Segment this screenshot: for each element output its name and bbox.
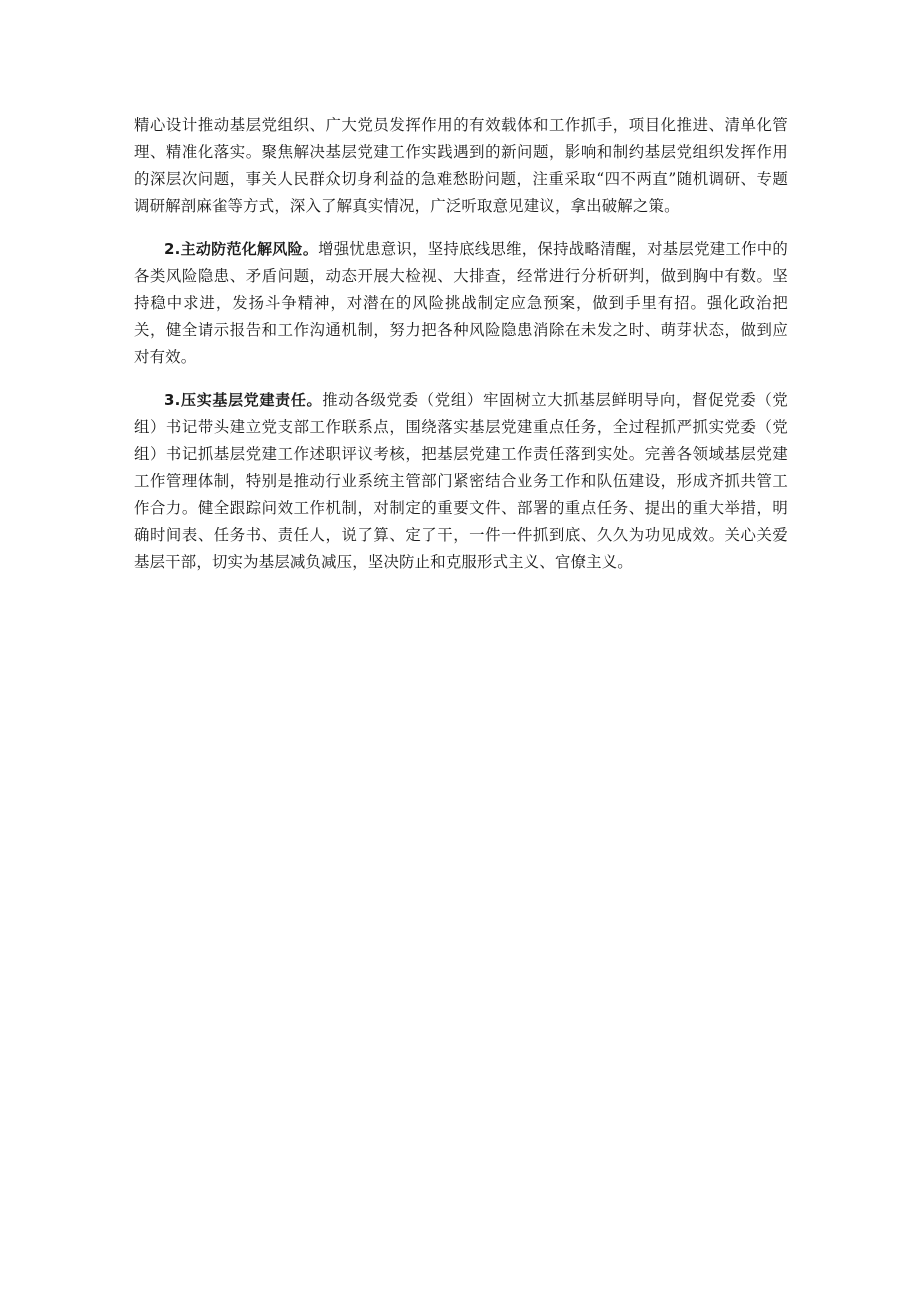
paragraph-3-body: 推动各级党委（党组）牢固树立大抓基层鲜明导向，督促党委（党组）书记带头建立党支部工作联系点，围绕落实基层党建重点任务，全过程抓严抓实党委（党组）书记抓基层党建工作述职评议考核，把基层党建工作责任落到实处。完善各领域基层党建工作管理体制，特别是推动行业系统主管部门紧密结合业务工作和队伍建设，形成齐抓共管工作合力。健全跟踪问效工作机制，对制定的重要文件、部署的重点任务、提出的重大举措，明确时间表、任务书、责任人，说了算、定了干，一件一件抓到底、久久为功见成效。关心关爱基层干部，切实为基层减负减压，坚决防止和克服形式主义、官僚主义。 (134, 391, 788, 571)
paragraph-2-heading: .主动防范化解风险。 (174, 240, 319, 258)
paragraph-2-number: 2 (164, 240, 175, 258)
paragraph-2-body: 增强忧患意识，坚持底线思维，保持战略清醒，对基层党建工作中的各类风险隐患、矛盾问题，动态开展大检视、大排查，经常进行分析研判，做到胸中有数。坚持稳中求进，发扬斗争精神，对潜在的风险挑战制定应急预案，做到手里有招。强化政治把关，健全请示报告和工作沟通机制，努力把各种风险隐患消除在未发之时、萌芽状态，做到应对有效。 (134, 240, 788, 366)
paragraph-1-body: 精心设计推动基层党组织、广大党员发挥作用的有效载体和工作抓手，项目化推进、清单化管理、精准化落实。聚焦解决基层党建工作实践遇到的新问题，影响和制约基层党组织发挥作用的深层次问题，事关人民群众切身利益的急难愁盼问题，注重采取“四不两直”随机调研、专题调研解剖麻雀等方式，深入了解真实情况，广泛听取意见建议，拿出破解之策。 (134, 116, 788, 215)
paragraph-2 (134, 236, 788, 371)
paragraph-3 (134, 387, 788, 576)
paragraph-3-heading: .压实基层党建责任。 (174, 391, 323, 409)
paragraph-3-number: 3 (164, 391, 175, 409)
paragraph-1 (134, 112, 788, 220)
document-body (134, 112, 788, 592)
